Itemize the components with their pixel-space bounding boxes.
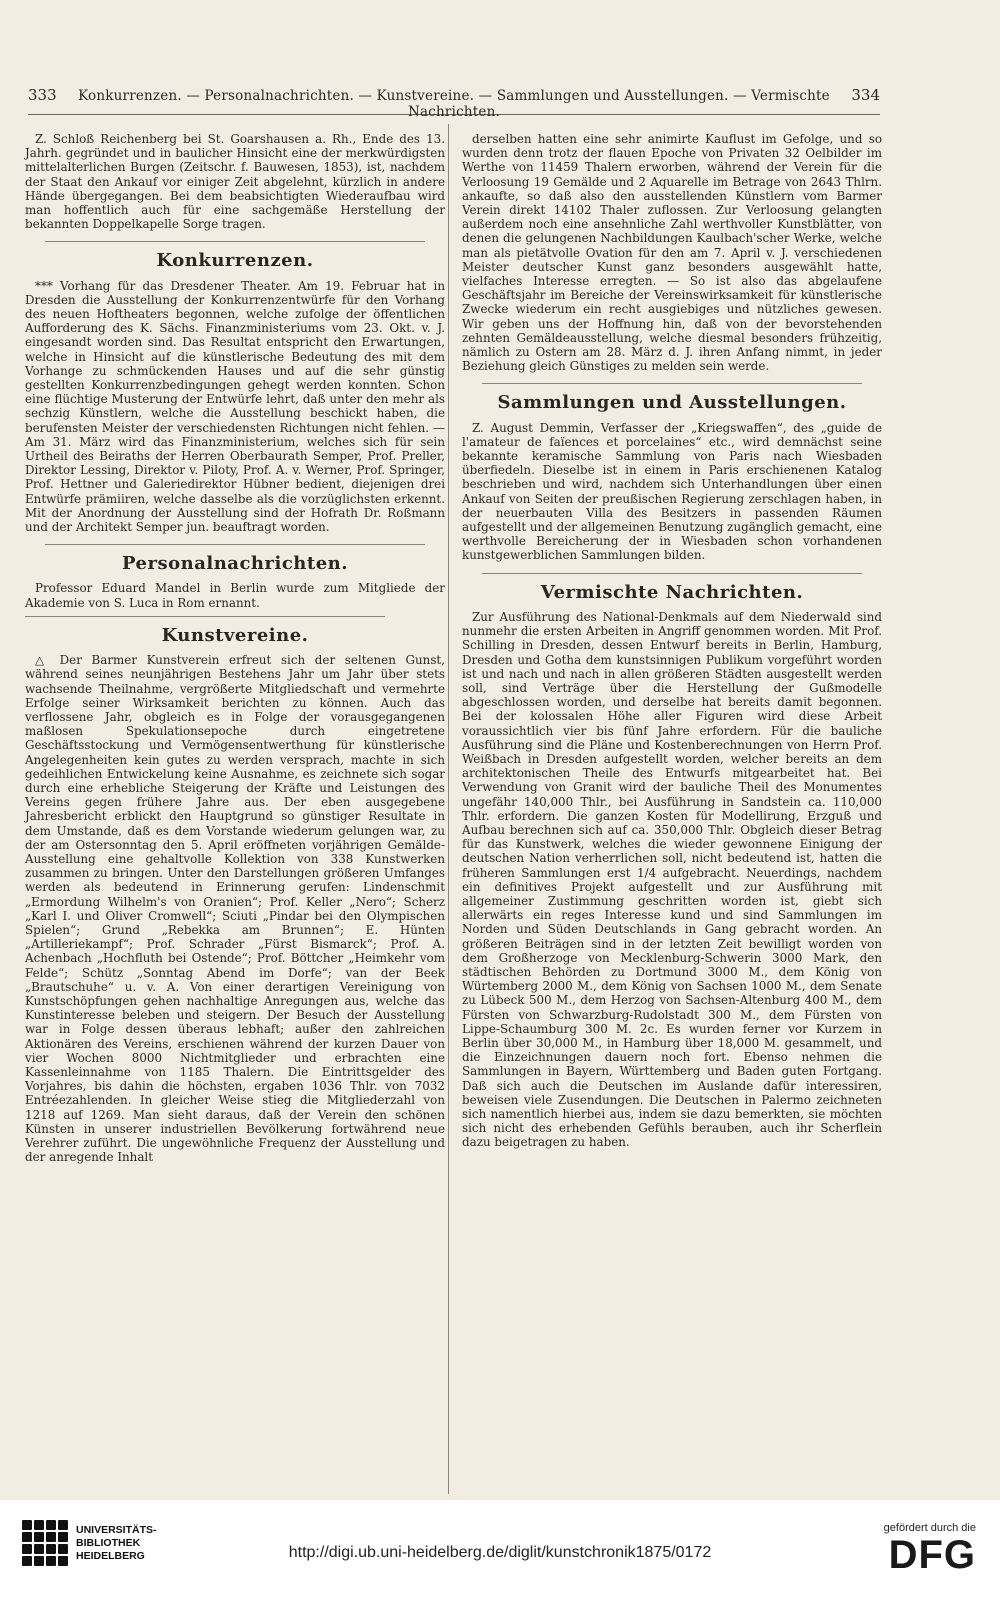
section-heading-kunstvereine: Kunstvereine. [161,624,309,646]
right-column [462,132,882,1152]
section-heading-personalnachrichten: Personalnachrichten. [122,553,348,575]
section-rule [482,573,862,574]
page-number-right: 334 [851,86,880,104]
library-name: UNIVERSITÄTS- BIBLIOTHEK HEIDELBERG [76,1523,157,1562]
dfg-funding-note: gefördert durch die [883,1522,976,1534]
vermischte-paragraph: Zur Ausführung des National-Denkmals auf dem Niederwald sind nunmehr die ersten Arbeiten in Angriff genommen worden. Mit Prof. Schilling in Dresden, dessen Entwurf bereits in Berlin, Hamburg, Dresden und Gotha dem kunstsinnigen Publikum vorgeführt worden ist und nach und nach in allen größeren Städten ausgestellt werden soll, sind Verträge über die Herstellung der Gußmodelle abgeschlossen worden, und derselbe hat bereits damit begonnen. Bei der kolossalen Höhe aller Figuren wird diese Arbeit voraussichtlich vier bis fünf Jahre erfordern. Für die bauliche Ausführung sind die Pläne und Kostenberechnungen von Herrn Prof. Weißbach in Dresden aufgestellt worden, welcher bereits an dem architektonischen Theile des Entwurfs mitgearbeitet hat. Bei Verwendung von Granit wird der bauliche Theil des Monumentes ungefähr 140,000 Thlr., bei Ausführung in Sandstein ca. 110,000 Thlr. erfordern. Die ganzen Kosten für Modellirung, Erzguß und Aufbau berechnen sich auf ca. 350,000 Thlr. Obgleich dieser Betrag für das Kunstwerk, welches die wieder gewonnene Einigung der deutschen Nation verherrlichen soll, nicht bedeutend ist, hatten die früheren Sammlungen erst 1/4 aufgebracht. Neuerdings, nachdem ein definitives Projekt aufgestellt und zur Ausführung mit allgemeiner Zustimmung geschritten worden ist, giebt sich allerwärts ein reges Interesse kund und sind Sammlungen im Norden und Süden Deutschlands in Gang gebracht worden. An größeren Beiträgen sind in der letzten Zeit bewilligt worden von dem Großherzoge von Mecklenburg-Schwerin 3000 Mark, den städtischen Behörden zu Dortmund 3000 M., dem König von Würtemberg 2000 M., dem König von Sachsen 1000 M., dem Senate zu Lübeck 500 M., dem Herzog von Sachsen-Altenburg 400 M., dem Fürsten von Schwarzburg-Rudolstadt 300 M., dem Fürsten von Lippe-Schaumburg 300 M. 2c. Es wurden ferner vor Kurzem in Berlin über 30,000 M., in Hamburg über 18,000 M. gesammelt, und die Einzeichnungen dauern noch fort. Ebenso nehmen die Sammlungen in Bayern, Württemberg und Baden guten Fortgang. Daß sich auch die Deutschen im Auslande dafür interessiren, beweisen viele Zusendungen. Die Deutschen in Palermo zeichneten sich namentlich hierbei aus, indem sie dazu bemerkten, sie möchten sich nicht des erhebenden Gefühls berauben, auch ihr Scherflein dazu beigetragen zu haben. [462,609,882,1150]
section-rule [482,383,862,384]
digitization-footer [0,1500,1000,1597]
left-column [25,132,445,1166]
section-rule [45,241,425,242]
section-heading-sammlungen: Sammlungen und Ausstellungen. [497,392,847,414]
personalnachrichten-paragraph: Professor Eduard Mandel in Berlin wurde zum Mitgliede der Akademie von S. Luca in Rom ernannt. [25,581,445,610]
column-divider [448,124,449,1494]
section-heading-konkurrenzen: Konkurrenzen. [156,250,314,272]
section-heading-vermischte: Vermischte Nachrichten. [540,581,804,603]
continuation-paragraph: derselben hatten eine sehr animirte Kauflust im Gefolge, und so wurden denn trotz der flauen Epoche von Privaten 32 Oelbilder im Werthe von 11459 Thalern erworben, während der Verein für die Verloosung 19 Gemälde und 2 Aquarelle im Betrage von 2643 Thlrn. ankaufte, so daß also den ausstellenden Künstlern vom Barmer Verein direkt 14102 Thaler zuflossen. Zur Verloosung gelangten außerdem noch eine ansehnliche Zahl werthvoller Kunstblätter, von denen die gelungenen Nachbildungen Kaulbach'scher Werke, welche man als pietätvolle Ovation für den am 7. April v. J. verschiedenen Meister deutscher Kunst ganz besonders ausgewählt hatte, vielfaches Interesse erregten. — So ist also das abgelaufene Geschäftsjahr im Bereiche der Vereinswirksamkeit für künstlerische Zwecke wiederum ein recht ausgiebiges und nützliches gewesen. Wir geben uns der Hoffnung hin, daß von der bevorstehenden zehnten Gemäldeausstellung, welche diesmal besonders frühzeitig, nämlich zu Ostern am 28. März d. J. ihren Anfang nimmt, in jeder Beziehung gleich Günstiges zu melden sein werde. [462,132,882,374]
sammlungen-paragraph: Z. August Demmin, Verfasser der „Kriegswaffen“, des „guide de l'amateur de faïences et porcelaines“ etc., wird demnächst seine bekannte keramische Sammlung von Paris nach Wiesbaden überfiedeln. Dieselbe ist in einem in Paris erschienenen Katalog beschrieben und wird, nachdem sich Unterhandlungen über einen Ankauf von Seiten der preußischen Regierung zerschlagen haben, in der neuerbauten Villa des Besitzers in passenden Räumen aufgestellt und der allgemeinen Benutzung zugänglich gemacht, eine werthvolle Bereicherung der in Wiesbaden schon vorhandenen kunstgewerblichen Sammlungen bilden. [462,420,882,563]
dfg-logo[interactable] [884,1522,976,1576]
intro-paragraph: Z. Schloß Reichenberg bei St. Goarshausen a. Rh., Ende des 13. Jahrh. gegründet und in baulicher Hinsicht eine der merkwürdigsten mittelalterlichen Burgen (Zeitschr. f. Bauwesen, 1853), ist, nachdem der Staat den Ankauf vor einiger Zeit abgelehnt, kürzlich in andere Hände übergegangen. Bei dem beabsichtigten Wiederaufbau wird man hoffentlich auch für eine sachgemäße Herstellung der bekannten Doppelkapelle Sorge tragen. [25,132,445,232]
kunstvereine-paragraph: △ Der Barmer Kunstverein erfreut sich der seltenen Gunst, während seines neunjährigen Bestehens Jahr um Jahr über stets wachsende Theilnahme, vergrößerte Mitgliedschaft und vermehrte Erfolge seiner Wirksamkeit berichten zu können. Auch das verflossene Jahr, obgleich es in Folge der vorausgegangenen maßlosen Spekulationsepoche durch eingetretene Geschäftsstockung und Vermögensentwerthung für künstlerische Angelegenheiten kein gutes zu werden versprach, machte in sich gedeihlichen Entwickelung keine Ausnahme, es zeichnete sich sogar durch eine erhebliche Steigerung der Kräfte und Leistungen des Vereins gegen frühere Jahre aus. Der eben ausgegebene Jahresbericht erblickt den Hauptgrund so günstiger Resultate in dem Umstande, daß es dem Vorstande wiederum gelungen war, zu der am Ostersonntag den 5. April eröffneten vorjährigen Gemälde-Ausstellung eine gehaltvolle Kollektion von 338 Kunstwerken zusammen zu bringen. Unter den Darstellungen größeren Umfanges werden als bedeutend in Erinnerung gerufen: Lindenschmit „Ermordung Wilhelm's von Oranien“; Prof. Keller „Nero“; Scherz „Karl I. und Oliver Cromwell“; Sciuti „Pindar bei den Olympischen Spielen“; Grund „Rebekka am Brunnen“; E. Hünten „Artilleriekampf“; Prof. Schrader „Fürst Bismarck“; Prof. A. Achenbach „Hochfluth bei Ostende“; Prof. Böttcher „Heimkehr vom Felde“; Schütz „Sonntag Abend im Dorfe“; van der Beek „Brautschuhe“ u. v. A. Von einer derartigen Vereinigung von Kunstschöpfungen gehen nachhaltige Anregungen aus, welche das Kunstinteresse beleben und steigern. Der Besuch der Ausstellung war in Folge dessen überaus lebhaft; außer den zahlreichen Aktionären des Vereins, erschienen während der kurzen Dauer von vier Wochen 8000 Nichtmitglieder und erbrachten eine Kassenleinnahme von 1185 Thalern. Die Eintrittsgelder des Vorjahres, bis dahin die höchsten, ergaben 1036 Thlr. von 7032 Entréezahlenden. In gleicher Weise stieg die Mitgliederzahl von 1218 auf 1269. Man sieht daraus, daß der Verein den schönen Künsten in unserer industriellen Bevölkerung fortwährend neue Verehrer zuführt. Die ungewöhnliche Frequenz der Ausstellung und der anregende Inhalt [25,653,445,1165]
page-number-left: 333 [28,86,57,104]
running-header [28,86,880,120]
source-url-link[interactable]: http://digi.ub.uni-heidelberg.de/diglit/kunstchronik1875/0172 [288,1544,712,1561]
header-title: Konkurrenzen. — Personalnachrichten. — Kunstvereine. — Sammlungen und Ausstellungen. — Vermischte Nachrichten. [78,88,830,120]
dfg-wordmark: DFG [888,1533,976,1577]
section-rule [25,616,385,617]
konkurrenzen-paragraph: *** Vorhang für das Dresdener Theater. Am 19. Februar hat in Dresden die Ausstellung der Konkurrenzentwürfe für den Vorhang des neuen Hoftheaters begonnen, welche zufolge der öffentlichen Aufforderung des K. Sächs. Finanzministeriums vom 23. Okt. v. J. eingesandt worden sind. Das Resultat entspricht den Erwartungen, welche in Hinsicht auf die künstlerische Bedeutung des mit dem Vorhange zu schmückenden Hauses und auf die sehr günstig gestellten Konkurrenzbedingungen gehegt werden konnten. Schon eine flüchtige Musterung der Entwürfe lehrt, daß unter den mehr als sechzig Künstlern, welche die Ausstellung beschickt haben, die berufensten Meister der verschiedensten Richtungen nicht fehlen. — Am 31. März wird das Finanzministerium, welches sich für sein Urtheil des Beiraths der Herren Oberbaurath Semper, Prof. Preller, Direktor Lessing, Direktor v. Piloty, Prof. A. v. Werner, Prof. Springer, Prof. Hettner und Galeriedirektor Hübner bedient, diejenigen drei Entwürfe prämiiren, welche dasselbe als die vorzüglichsten erkennt. Mit der Anordnung der Ausstellung sind der Hofrath Dr. Roßmann und der Architekt Semper jun. beauftragt worden. [25,278,445,535]
section-rule [45,544,425,545]
